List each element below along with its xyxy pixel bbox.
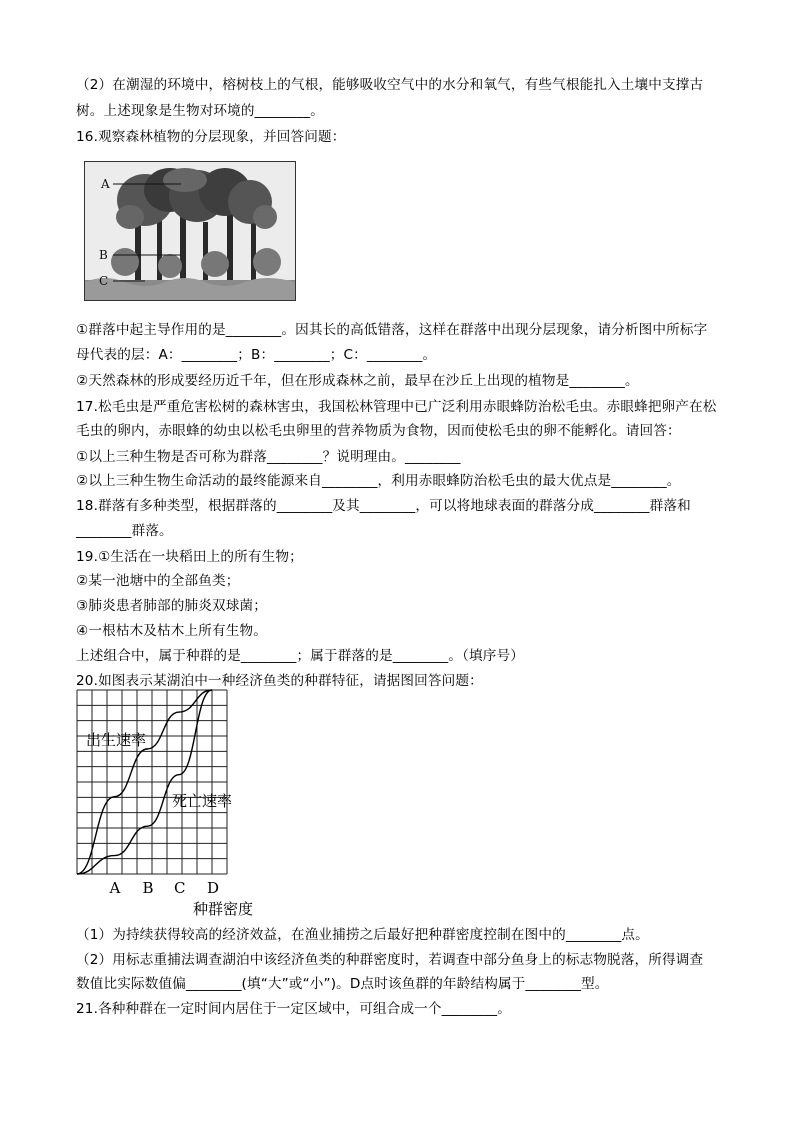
q17-part2: ②以上三种生物生命活动的最终能源来自________，利用赤眼蜂防治松毛虫的最大优点是________。: [76, 473, 681, 489]
q17-line-2: 毛虫的卵内，赤眼蜂的幼虫以松毛虫卵里的营养物质为食物，因而使松毛虫的卵不能孵化。请回答：: [76, 423, 681, 439]
q17-line-1: 17.松毛虫是严重危害松树的森林害虫，我国松林管理中已广泛利用赤眼蜂防治松毛虫。赤眼蜂把卵产在松: [76, 399, 717, 415]
q19-question: 上述组合中，属于种群的是________；属于群落的是________。（填序号）: [76, 648, 524, 664]
forest-layers-figure: [84, 161, 296, 301]
death-rate-label: 死亡速率: [172, 792, 233, 810]
q20-heading: 20.如图表示某湖泊中一种经济鱼类的种群特征，请据图回答问题：: [76, 673, 483, 689]
q19-item-1: 19.①生活在一块稻田上的所有生物；: [76, 549, 303, 565]
x-tick-label: A: [109, 879, 121, 897]
q20-part2-line1: （2）用标志重捕法调查湖泊中该经济鱼类的种群密度时，若调查中部分鱼身上的标志物脱落，所得调查: [76, 952, 704, 968]
forest-illustration: [85, 162, 295, 300]
q17-part1: ①以上三种生物是否可称为群落________？说明理由。________: [76, 449, 461, 465]
q18-line-1: 18.群落有多种类型，根据群落的________及其________，可以将地球表面的群落分成________群落和: [76, 498, 691, 514]
q15-line-2: 树。上述现象是生物对环境的________。: [76, 103, 324, 119]
q16-part2: ②天然森林的形成要经历近千年，但在形成森林之前，最早在沙丘上出现的植物是________。: [76, 373, 639, 389]
layer-label-a: A: [101, 177, 110, 191]
q16-heading: 16.观察森林植物的分层现象，并回答问题：: [76, 129, 346, 145]
x-tick-label: B: [142, 879, 154, 897]
q16-part1-line2: 母代表的层：A：________；B：________；C：________。: [76, 347, 437, 363]
q19-item-4: ④一根枯木及枯木上所有生物。: [76, 623, 268, 639]
x-tick-label: D: [207, 879, 220, 897]
q21-question: 21.各种种群在一定时间内居住于一定区域中，可组合成一个________。: [76, 1001, 511, 1017]
layer-label-b: B: [99, 248, 108, 262]
q16-part1-line1: ①群落中起主导作用的是________。因其长的高低错落，这样在群落中出现分层现象，请分析图中所标字: [76, 322, 708, 338]
q19-item-2: ②某一池塘中的全部鱼类；: [76, 573, 240, 589]
q19-item-3: ③肺炎患者肺部的肺炎双球菌；: [76, 598, 268, 614]
layer-label-c: C: [99, 274, 109, 288]
birth-rate-label: 出生速率: [86, 731, 147, 749]
x-tick-label: C: [174, 879, 186, 897]
q18-line-2: ________群落。: [76, 523, 173, 539]
q20-part1: （1）为持续获得较高的经济效益，在渔业捕捞之后最好把种群密度控制在图中的________点。: [76, 927, 649, 943]
q15-line-1: （2）在潮湿的环境中，榕树枝上的气根，能够吸收空气中的水分和氧气，有些气根能扎入土壤中支撑古: [76, 77, 704, 93]
population-rate-chart: [76, 688, 256, 927]
x-axis-label: 种群密度: [193, 900, 254, 918]
rate-chart-svg: [76, 688, 256, 923]
q20-part2-line2: 数值比实际数值偏________(填“大”或“小”)。D点时该鱼群的年龄结构属于________型。: [76, 976, 609, 992]
